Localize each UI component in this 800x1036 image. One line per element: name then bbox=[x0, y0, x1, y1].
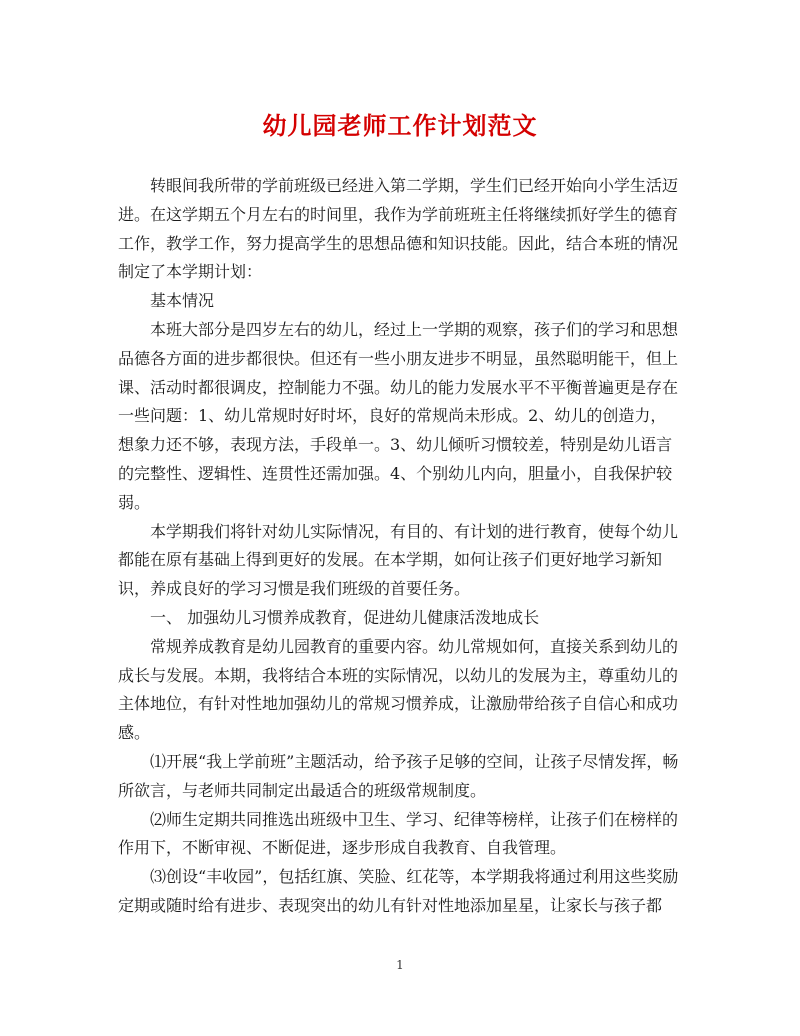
list-item-3: ⑶创设“丰收园”，包括红旗、笑脸、红花等，本学期我将通过利用这些奖励定期或随时给有进步、表现突出的幼儿有针对性地添加星星，让家长与孩子都 bbox=[118, 867, 679, 915]
habits-paragraph: 常规养成教育是幼儿园教育的重要内容。幼儿常规如何，直接关系到幼儿的成长与发展。本期，我将结合本班的实际情况，以幼儿的发展为主，尊重幼儿的主体地位，有针对性地加强幼儿的常规习惯养成，让激励带给孩子自信心和成功感。 bbox=[118, 636, 679, 743]
section-heading-habits: 一、 加强幼儿习惯养成教育，促进幼儿健康活泼地成长 bbox=[150, 607, 540, 627]
document-body bbox=[118, 172, 682, 921]
semester-goal-paragraph: 本学期我们将针对幼儿实际情况，有目的、有计划的进行教育，使每个幼儿都能在原有基础上得到更好的发展。在本学期，如何让孩子们更好地学习新知识，养成良好的学习习惯是我们班级的首要任务。 bbox=[118, 521, 679, 599]
intro-paragraph: 转眼间我所带的学前班级已经进入第二学期，学生们已经开始向小学生活迈进。在这学期五个月左右的时间里，我作为学前班班主任将继续抓好学生的德育工作，教学工作，努力提高学生的思想品德和知识技能。因此，结合本班的情况制定了本学期计划： bbox=[118, 176, 679, 282]
list-item-1: ⑴开展“我上学前班”主题活动，给予孩子足够的空间，让孩子尽情发挥，畅所欲言，与老师共同制定出最适合的班级常规制度。 bbox=[118, 751, 679, 800]
document-title: 幼儿园老师工作计划范文 bbox=[262, 111, 538, 140]
list-item-2: ⑵师生定期共同推选出班级中卫生、学习、纪律等榜样，让孩子们在榜样的作用下，不断审视、不断促进，逐步形成自我教育、自我管理。 bbox=[118, 809, 679, 858]
page-number: 1 bbox=[396, 958, 404, 972]
basic-situation-paragraph: 本班大部分是四岁左右的幼儿，经过上一学期的观察，孩子们的学习和思想品德各方面的进步都很快。但还有一些小朋友进步不明显，虽然聪明能干，但上课、活动时都很调皮，控制能力不强。幼儿的能力发展水平不平衡普遍更是存在一些问题：1、幼儿常规时好时坏，良好的常规尚未形成。2、幼儿的创造力，想象力还不够，表现方法，手段单一。3、幼儿倾听习惯较差，特别是幼儿语言的完整性、逻辑性、连贯性还需加强。4、个别幼儿内向，胆量小，自我保护较弱。 bbox=[118, 319, 679, 512]
section-heading-basic-situation: 基本情况 bbox=[150, 291, 215, 311]
